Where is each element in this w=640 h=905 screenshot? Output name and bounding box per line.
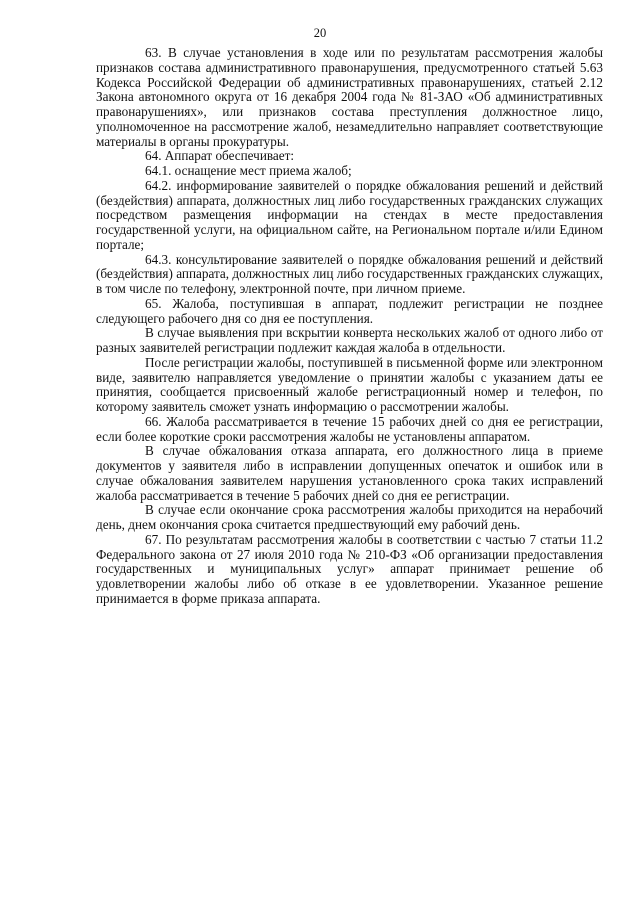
page-number: 20 [313,26,327,40]
paragraph-65: 65. Жалоба, поступившая в аппарат, подлежит регистрации не позднее следующего рабочего дня со дня ее поступления. [96,295,603,326]
paragraph-66-nonworking-day: В случае если окончание срока рассмотрения жалобы приходится на нерабочий день, днем окончания срока считается предшествующий ему рабочий день. [96,502,603,532]
paragraph-63: 63. В случае установления в ходе или по результатам рассмотрения жалобы признаков состава административного правонарушения, предусмотренного статьей 5.63 Кодекса Российской Федерации об административных правонарушениях, статьей 2.12 Закона автономного округа от 16 декабря 2004 года № 81-ЗАО «Об административных правонарушениях», или признаков состава преступления должностное лицо, уполномоченное на рассмотрение жалоб, незамедлительно направляет соответствующие материалы в органы прокуратуры. [96,45,603,149]
paragraph-64: 64. Аппарат обеспечивает: [145,148,295,164]
paragraph-64-2: 64.2. информирование заявителей о порядке обжалования решений и действий (бездействия) аппарата, должностных лиц либо государственных гражданских служащих посредством размещения информации на стендах в месте предоставления государственной услуги, на официальном сайте, на Региональном портале и/или Едином портале; [96,177,603,252]
paragraph-67: 67. По результатам рассмотрения жалобы в соответствии с частью 7 статьи 11.2 Федерального закона от 27 июля 2010 года № 210-ФЗ «Об организации предоставления государственных и муниципальных услуг» аппарат принимает решение об удовлетворении жалобы либо об отказе в ее удовлетворении. Указанное решение принимается в форме приказа аппарата. [96,531,603,606]
paragraph-64-3: 64.3. консультирование заявителей о порядке обжалования решений и действий (бездействия) аппарата, должностных лиц либо государственных гражданских служащих, в том числе по телефону, электронной почте, при личном приеме. [96,251,603,296]
paragraph-66: 66. Жалоба рассматривается в течение 15 рабочих дней со дня ее регистрации, если более короткие сроки рассмотрения жалобы не установлены аппаратом. [96,413,603,444]
paragraph-66-refusal-appeal: В случае обжалования отказа аппарата, его должностного лица в приеме документов у заявителя либо в исправлении допущенных опечаток и ошибок или в случае обжалования заявителем нарушения установленного срока таких исправлений жалоба рассматривается в течение 5 рабочих дней со дня ее регистрации. [96,443,603,503]
paragraph-65-multiple-complaints: В случае выявления при вскрытии конверта нескольких жалоб от одного либо от разных заявителей регистрации подлежит каждая жалоба в отдельности. [96,325,603,355]
document-body [96,46,603,607]
paragraph-65-notification: После регистрации жалобы, поступившей в письменной форме или электронном виде, заявителю направляется уведомление о принятии жалобы с указанием даты ее принятия, сообщается присвоенный жалобе регистрационный номер и телефон, по которому заявитель сможет узнать информацию о рассмотрении жалобы. [96,354,603,414]
paragraph-64-1: 64.1. оснащение мест приема жалоб; [145,163,352,178]
